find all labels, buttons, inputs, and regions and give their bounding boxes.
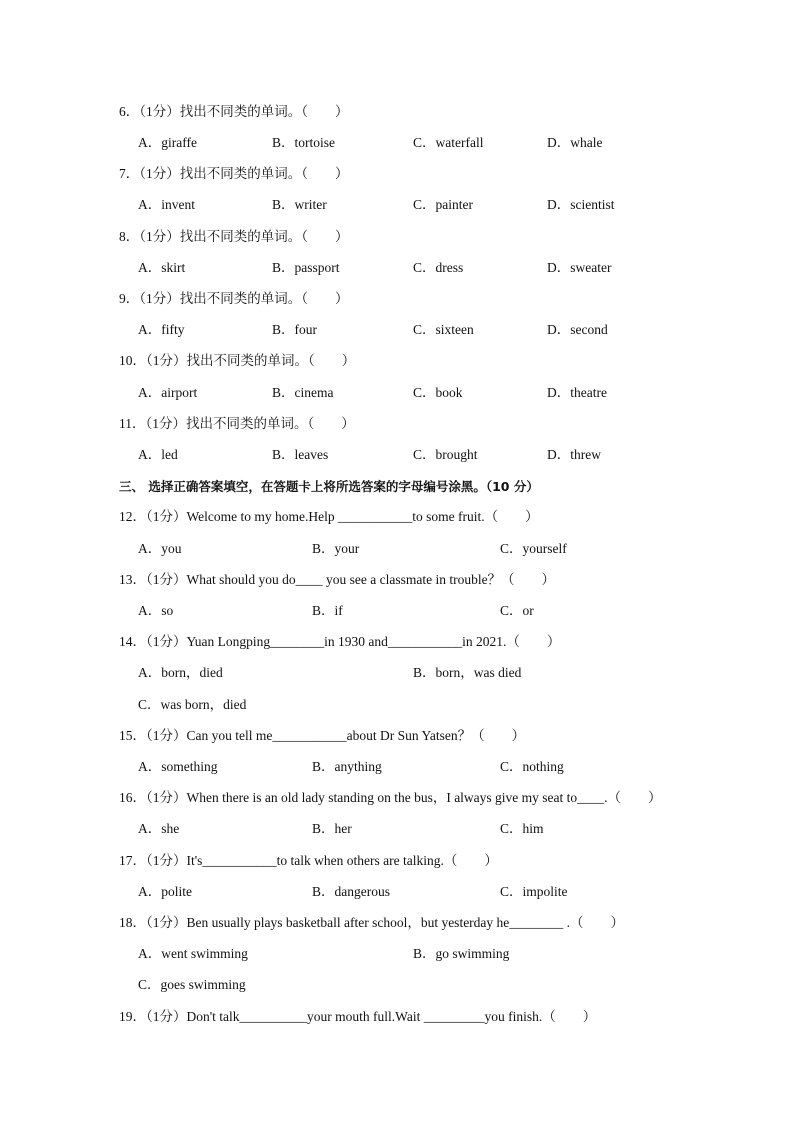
question-17-option-b[interactable]: B．dangerous <box>312 884 390 899</box>
question-11-option-d[interactable]: D．threw <box>547 447 601 462</box>
question-7-option-b[interactable]: B．writer <box>272 197 327 212</box>
question-14-option-c[interactable]: C．was born，died <box>138 697 247 712</box>
question-13-option-c[interactable]: C．or <box>500 603 534 618</box>
question-18-option-a[interactable]: A．went swimming <box>138 946 248 961</box>
question-7-option-d[interactable]: D．scientist <box>547 197 615 212</box>
question-11-option-b[interactable]: B．leaves <box>272 447 329 462</box>
question-15-option-a[interactable]: A．something <box>138 759 218 774</box>
question-8-stem: 8．（1分）找出不同类的单词。（ ） <box>119 229 349 244</box>
question-6-option-b[interactable]: B．tortoise <box>272 135 335 150</box>
question-8-option-c[interactable]: C．dress <box>413 260 464 275</box>
question-14-stem: 14．（1分）Yuan Longping________in 1930 and___________in 2021.（ ） <box>119 634 561 649</box>
question-15-option-b[interactable]: B．anything <box>312 759 382 774</box>
question-12-option-a[interactable]: A．you <box>138 541 182 556</box>
question-16-option-b[interactable]: B．her <box>312 821 352 836</box>
question-9-option-c[interactable]: C．sixteen <box>413 322 474 337</box>
question-10-option-d[interactable]: D．theatre <box>547 385 607 400</box>
question-15-option-c[interactable]: C．nothing <box>500 759 564 774</box>
question-7-stem: 7．（1分）找出不同类的单词。（ ） <box>119 166 349 181</box>
question-10-option-c[interactable]: C．book <box>413 385 463 400</box>
question-11-option-a[interactable]: A．led <box>138 447 178 462</box>
question-6-option-d[interactable]: D．whale <box>547 135 603 150</box>
question-7-option-c[interactable]: C．painter <box>413 197 473 212</box>
question-9-stem: 9．（1分）找出不同类的单词。（ ） <box>119 291 349 306</box>
question-8-option-a[interactable]: A．skirt <box>138 260 186 275</box>
question-13-option-a[interactable]: A．so <box>138 603 174 618</box>
question-14-option-a[interactable]: A．born，died <box>138 665 223 680</box>
question-7-option-a[interactable]: A．invent <box>138 197 195 212</box>
question-6-option-a[interactable]: A．giraffe <box>138 135 197 150</box>
question-16-option-a[interactable]: A．she <box>138 821 180 836</box>
question-13-stem: 13．（1分）What should you do____ you see a classmate in trouble？（ ） <box>119 572 556 587</box>
question-18-option-c[interactable]: C．goes swimming <box>138 977 246 992</box>
question-6-stem: 6．（1分）找出不同类的单词。（ ） <box>119 104 349 119</box>
question-17-option-a[interactable]: A．polite <box>138 884 192 899</box>
question-17-stem: 17．（1分）It's___________to talk when others are talking.（ ） <box>119 853 498 868</box>
question-9-option-b[interactable]: B．four <box>272 322 317 337</box>
question-11-stem: 11．（1分）找出不同类的单词。（ ） <box>119 416 355 431</box>
question-10-stem: 10．（1分）找出不同类的单词。（ ） <box>119 353 356 368</box>
question-18-option-b[interactable]: B．go swimming <box>413 946 510 961</box>
question-10-option-b[interactable]: B．cinema <box>272 385 334 400</box>
question-8-option-b[interactable]: B．passport <box>272 260 340 275</box>
question-8-option-d[interactable]: D．sweater <box>547 260 612 275</box>
question-6-option-c[interactable]: C．waterfall <box>413 135 484 150</box>
question-10-option-a[interactable]: A．airport <box>138 385 198 400</box>
section-3-heading: 三、 选择正确答案填空，在答题卡上将所选答案的字母编号涂黑。（10 分） <box>119 479 539 494</box>
question-16-stem: 16．（1分）When there is an old lady standing on the bus，I always give my seat to____.（ ） <box>119 790 662 805</box>
question-13-option-b[interactable]: B．if <box>312 603 343 618</box>
question-12-stem: 12．（1分）Welcome to my home.Help ___________to some fruit.（ ） <box>119 509 539 524</box>
question-14-option-b[interactable]: B．born，was died <box>413 665 522 680</box>
question-19-stem: 19．（1分）Don't talk__________your mouth full.Wait _________you finish.（ ） <box>119 1009 597 1024</box>
question-12-option-b[interactable]: B．your <box>312 541 360 556</box>
question-9-option-d[interactable]: D．second <box>547 322 608 337</box>
question-17-option-c[interactable]: C．impolite <box>500 884 568 899</box>
question-11-option-c[interactable]: C．brought <box>413 447 478 462</box>
question-16-option-c[interactable]: C．him <box>500 821 544 836</box>
question-9-option-a[interactable]: A．fifty <box>138 322 185 337</box>
question-18-stem: 18．（1分）Ben usually plays basketball after school，but yesterday he________ .（ ） <box>119 915 625 930</box>
question-12-option-c[interactable]: C．yourself <box>500 541 567 556</box>
question-15-stem: 15．（1分）Can you tell me___________about Dr Sun Yatsen？（ ） <box>119 728 526 743</box>
